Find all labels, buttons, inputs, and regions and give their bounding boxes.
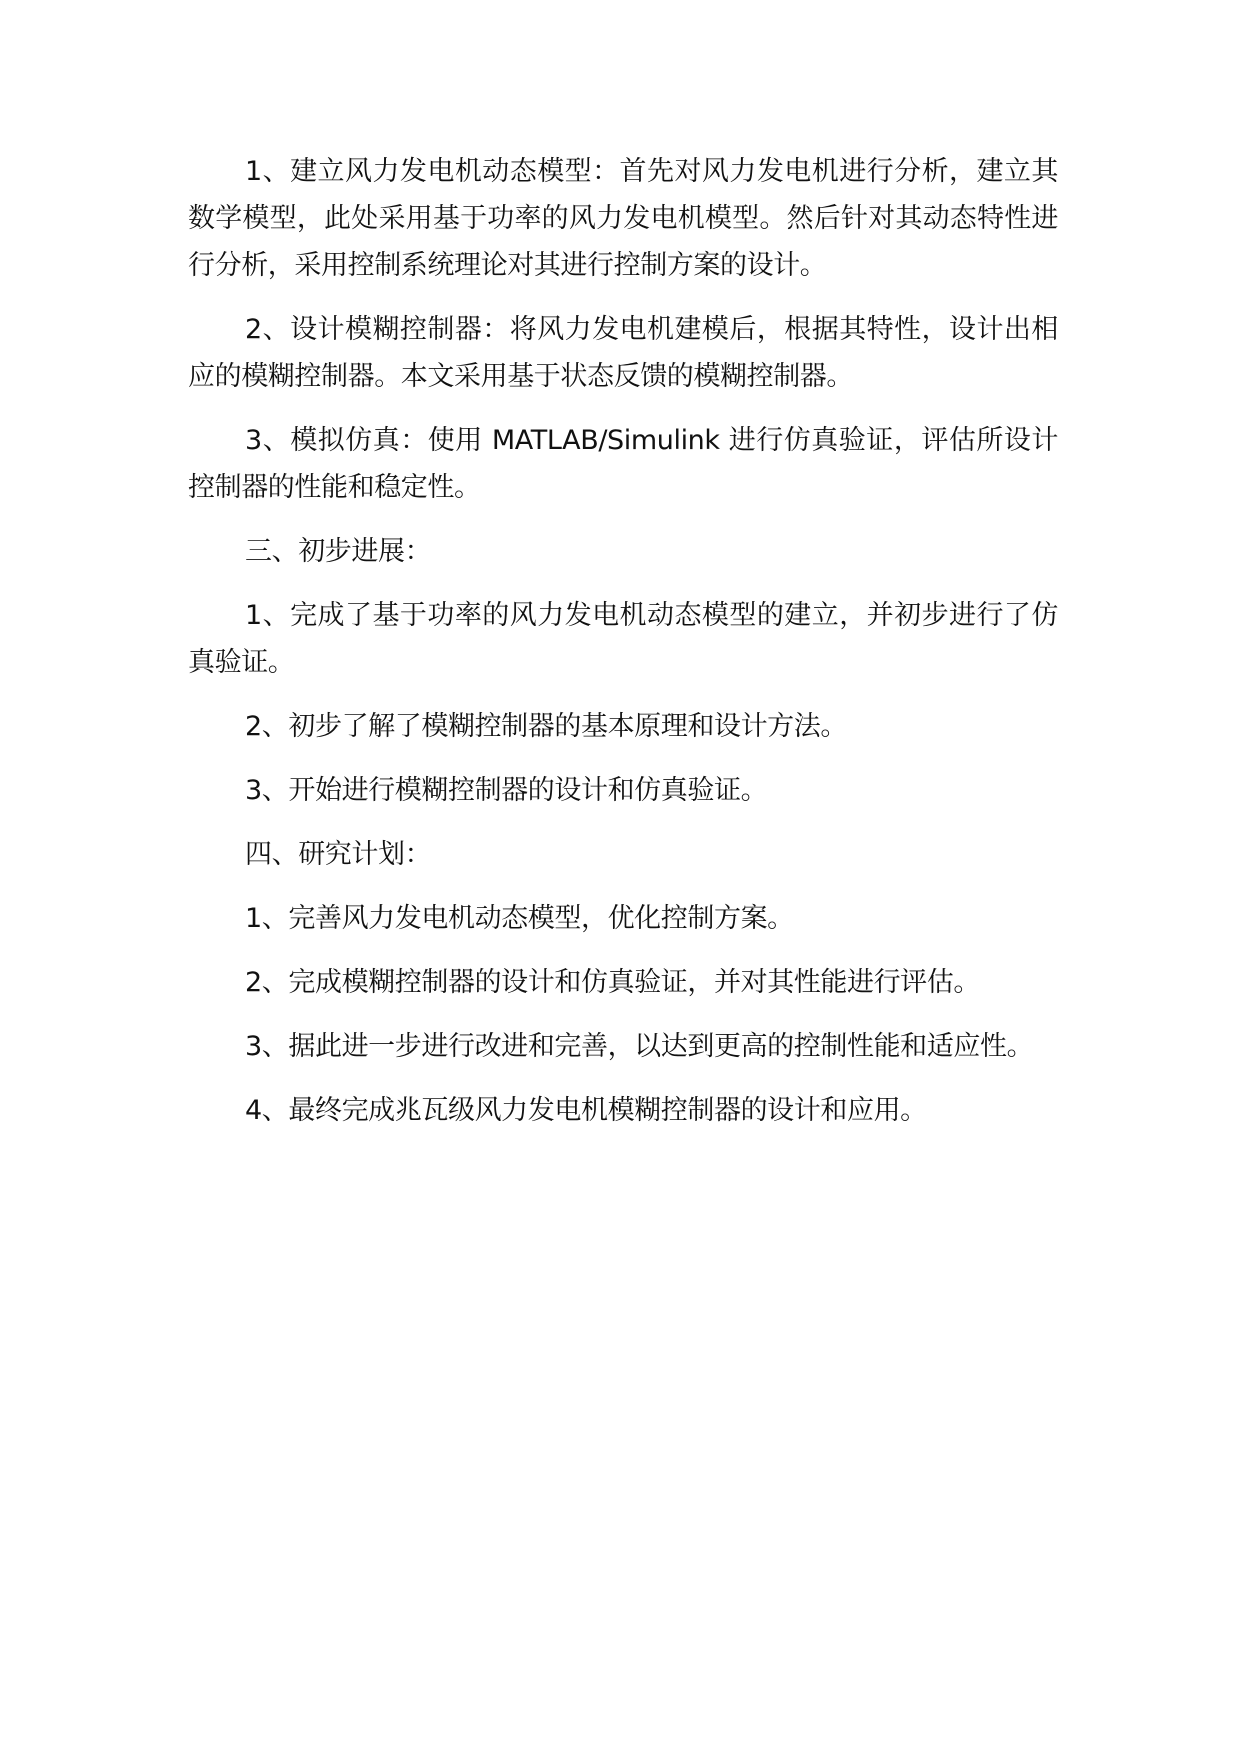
plan-item-1: 1、完善风力发电机动态模型，优化控制方案。 (245, 903, 794, 934)
section-heading-progress: 三、初步进展： (245, 536, 432, 567)
progress-item-3: 3、开始进行模糊控制器的设计和仿真验证。 (245, 775, 768, 806)
method-step-3: 3、模拟仿真：使用 MATLAB/Simulink 进行仿真验证，评估所设计控制器的性能和稳定性。 (188, 425, 1058, 503)
plan-item-4: 4、最终完成兆瓦级风力发电机模糊控制器的设计和应用。 (245, 1095, 927, 1126)
plan-item-3: 3、据此进一步进行改进和完善，以达到更高的控制性能和适应性。 (245, 1031, 1034, 1062)
section-heading-plan: 四、研究计划： (245, 839, 432, 870)
progress-item-2: 2、初步了解了模糊控制器的基本原理和设计方法。 (245, 711, 847, 742)
method-step-2: 2、设计模糊控制器：将风力发电机建模后，根据其特性，设计出相应的模糊控制器。本文采用基于状态反馈的模糊控制器。 (188, 314, 1058, 392)
method-step-1: 1、建立风力发电机动态模型：首先对风力发电机进行分析，建立其数学模型，此处采用基于功率的风力发电机模型。然后针对其动态特性进行分析，采用控制系统理论对其进行控制方案的设计。 (188, 156, 1058, 281)
progress-item-1: 1、完成了基于功率的风力发电机动态模型的建立，并初步进行了仿真验证。 (188, 600, 1058, 678)
document-page (188, 148, 1058, 1151)
plan-item-2: 2、完成模糊控制器的设计和仿真验证，并对其性能进行评估。 (245, 967, 980, 998)
